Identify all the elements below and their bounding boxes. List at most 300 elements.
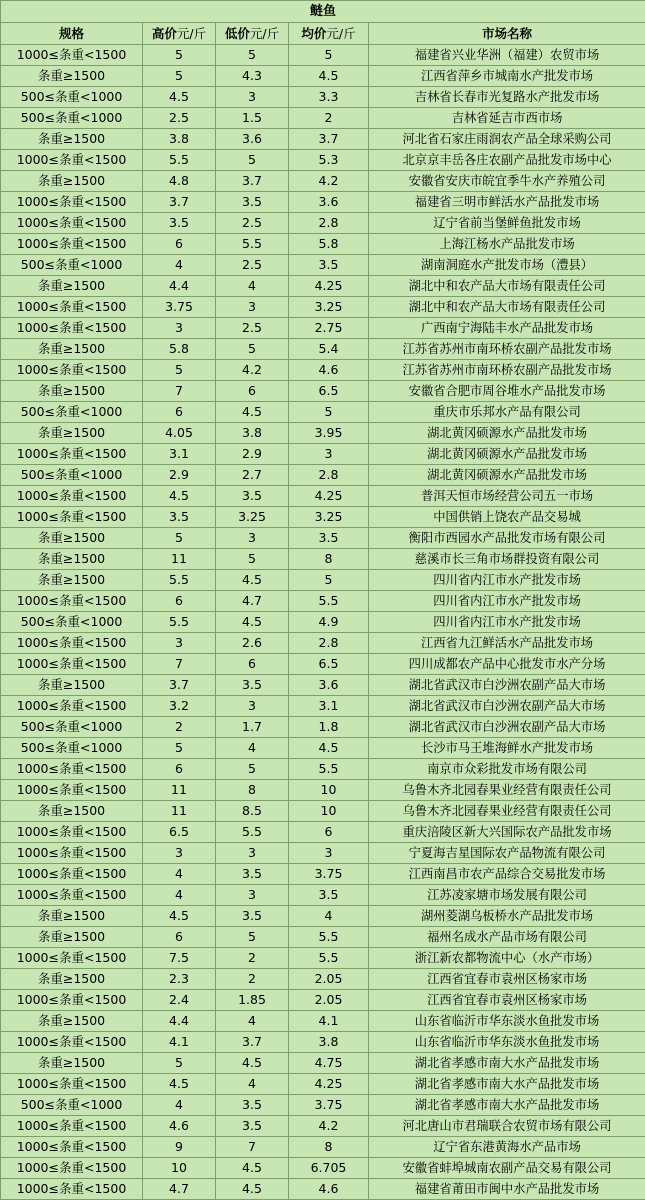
table-row bbox=[1, 423, 645, 444]
low-price-cell: 1.7 bbox=[216, 717, 289, 738]
avg-price-cell: 5.5 bbox=[289, 759, 369, 780]
spec-cell: 1000≤条重<1500 bbox=[1, 654, 143, 675]
low-price-cell: 2 bbox=[216, 948, 289, 969]
high-price-cell: 5 bbox=[143, 66, 216, 87]
header-low-label: 低价 bbox=[225, 26, 250, 41]
header-avg-unit: 元/斤 bbox=[326, 26, 355, 41]
header-low-price bbox=[216, 23, 289, 45]
high-price-cell: 4.6 bbox=[143, 1116, 216, 1137]
market-name-cell: 福建省兴业华洲（福建）农贸市场 bbox=[369, 45, 645, 66]
table-row bbox=[1, 822, 645, 843]
high-price-cell: 4 bbox=[143, 864, 216, 885]
market-name-cell: 湖南洞庭水产批发市场（澧县） bbox=[369, 255, 645, 276]
table-row bbox=[1, 612, 645, 633]
low-price-cell: 5 bbox=[216, 150, 289, 171]
header-avg-label: 均价 bbox=[301, 26, 326, 41]
table-row bbox=[1, 87, 645, 108]
low-price-cell: 4.5 bbox=[216, 612, 289, 633]
low-price-cell: 4.5 bbox=[216, 402, 289, 423]
avg-price-cell: 3.3 bbox=[289, 87, 369, 108]
table-row bbox=[1, 318, 645, 339]
spec-cell: 条重≥1500 bbox=[1, 549, 143, 570]
low-price-cell: 6 bbox=[216, 654, 289, 675]
avg-price-cell: 3.6 bbox=[289, 675, 369, 696]
spec-cell: 条重≥1500 bbox=[1, 927, 143, 948]
market-name-cell: 江西省九江鲜活水产品批发市场 bbox=[369, 633, 645, 654]
table-row bbox=[1, 1011, 645, 1032]
avg-price-cell: 4 bbox=[289, 906, 369, 927]
low-price-cell: 5 bbox=[216, 45, 289, 66]
market-name-cell: 湖北省孝感市南大水产品批发市场 bbox=[369, 1053, 645, 1074]
market-name-cell: 湖北黄冈硕源水产品批发市场 bbox=[369, 465, 645, 486]
market-name-cell: 乌鲁木齐北园春果业经营有限责任公司 bbox=[369, 801, 645, 822]
header-avg-price bbox=[289, 23, 369, 45]
market-name-cell: 吉林省长春市光复路水产批发市场 bbox=[369, 87, 645, 108]
market-name-cell: 北京京丰岳各庄农副产品批发市场中心 bbox=[369, 150, 645, 171]
low-price-cell: 5 bbox=[216, 927, 289, 948]
avg-price-cell: 6.5 bbox=[289, 654, 369, 675]
market-name-cell: 长沙市马王堆海鲜水产批发市场 bbox=[369, 738, 645, 759]
market-name-cell: 江西南昌市农产品综合交易批发市场 bbox=[369, 864, 645, 885]
table-row bbox=[1, 1053, 645, 1074]
high-price-cell: 3 bbox=[143, 318, 216, 339]
header-low-unit: 元/斤 bbox=[250, 26, 279, 41]
market-name-cell: 重庆涪陵区新大兴国际农产品批发市场 bbox=[369, 822, 645, 843]
table-row bbox=[1, 108, 645, 129]
spec-cell: 1000≤条重<1500 bbox=[1, 213, 143, 234]
low-price-cell: 3.5 bbox=[216, 486, 289, 507]
table-row bbox=[1, 927, 645, 948]
avg-price-cell: 5.3 bbox=[289, 150, 369, 171]
spec-cell: 500≤条重<1000 bbox=[1, 612, 143, 633]
spec-cell: 500≤条重<1000 bbox=[1, 717, 143, 738]
avg-price-cell: 4.2 bbox=[289, 1116, 369, 1137]
spec-cell: 1000≤条重<1500 bbox=[1, 297, 143, 318]
spec-cell: 条重≥1500 bbox=[1, 339, 143, 360]
market-name-cell: 湖北省孝感市南大水产品批发市场 bbox=[369, 1074, 645, 1095]
spec-cell: 条重≥1500 bbox=[1, 675, 143, 696]
spec-cell: 条重≥1500 bbox=[1, 276, 143, 297]
high-price-cell: 7 bbox=[143, 381, 216, 402]
spec-cell: 500≤条重<1000 bbox=[1, 87, 143, 108]
high-price-cell: 3 bbox=[143, 633, 216, 654]
market-name-cell: 广西南宁海陆丰水产品批发市场 bbox=[369, 318, 645, 339]
spec-cell: 1000≤条重<1500 bbox=[1, 234, 143, 255]
market-name-cell: 湖州菱湖乌板桥水产品批发市场 bbox=[369, 906, 645, 927]
high-price-cell: 6.5 bbox=[143, 822, 216, 843]
avg-price-cell: 4.5 bbox=[289, 738, 369, 759]
spec-cell: 条重≥1500 bbox=[1, 129, 143, 150]
market-name-cell: 南京市众彩批发市场有限公司 bbox=[369, 759, 645, 780]
market-name-cell: 河北省石家庄雨润农产品全球采购公司 bbox=[369, 129, 645, 150]
low-price-cell: 3.25 bbox=[216, 507, 289, 528]
avg-price-cell: 4.25 bbox=[289, 1074, 369, 1095]
table-row bbox=[1, 1179, 645, 1200]
high-price-cell: 2.3 bbox=[143, 969, 216, 990]
table-row bbox=[1, 1137, 645, 1158]
table-row bbox=[1, 1032, 645, 1053]
spec-cell: 1000≤条重<1500 bbox=[1, 45, 143, 66]
low-price-cell: 4.3 bbox=[216, 66, 289, 87]
table-row bbox=[1, 486, 645, 507]
market-name-cell: 安徽省合肥市周谷堆水产品批发市场 bbox=[369, 381, 645, 402]
avg-price-cell: 3.6 bbox=[289, 192, 369, 213]
high-price-cell: 3.5 bbox=[143, 213, 216, 234]
avg-price-cell: 4.5 bbox=[289, 66, 369, 87]
low-price-cell: 3.5 bbox=[216, 864, 289, 885]
spec-cell: 条重≥1500 bbox=[1, 1011, 143, 1032]
table-row bbox=[1, 990, 645, 1011]
high-price-cell: 3.5 bbox=[143, 507, 216, 528]
low-price-cell: 2.5 bbox=[216, 255, 289, 276]
avg-price-cell: 3.7 bbox=[289, 129, 369, 150]
table-body bbox=[1, 45, 645, 1200]
spec-cell: 条重≥1500 bbox=[1, 528, 143, 549]
spec-cell: 条重≥1500 bbox=[1, 171, 143, 192]
header-market: 市场名称 bbox=[369, 23, 645, 45]
high-price-cell: 6 bbox=[143, 234, 216, 255]
title-row bbox=[1, 1, 645, 23]
low-price-cell: 6 bbox=[216, 381, 289, 402]
spec-cell: 1000≤条重<1500 bbox=[1, 1074, 143, 1095]
market-name-cell: 江苏凌家塘市场发展有限公司 bbox=[369, 885, 645, 906]
high-price-cell: 2.9 bbox=[143, 465, 216, 486]
header-spec: 规格 bbox=[1, 23, 143, 45]
table-row bbox=[1, 507, 645, 528]
spec-cell: 1000≤条重<1500 bbox=[1, 1032, 143, 1053]
avg-price-cell: 5.5 bbox=[289, 927, 369, 948]
table-row bbox=[1, 1116, 645, 1137]
high-price-cell: 4 bbox=[143, 885, 216, 906]
spec-cell: 500≤条重<1000 bbox=[1, 1095, 143, 1116]
low-price-cell: 4 bbox=[216, 738, 289, 759]
spec-cell: 1000≤条重<1500 bbox=[1, 192, 143, 213]
avg-price-cell: 3 bbox=[289, 843, 369, 864]
market-name-cell: 衡阳市西园水产品批发市场有限公司 bbox=[369, 528, 645, 549]
table-row bbox=[1, 465, 645, 486]
avg-price-cell: 2.05 bbox=[289, 990, 369, 1011]
market-name-cell: 浙江新农都物流中心（水产市场） bbox=[369, 948, 645, 969]
avg-price-cell: 3.1 bbox=[289, 696, 369, 717]
low-price-cell: 2.7 bbox=[216, 465, 289, 486]
market-name-cell: 普洱天恒市场经营公司五一市场 bbox=[369, 486, 645, 507]
avg-price-cell: 2.8 bbox=[289, 465, 369, 486]
market-name-cell: 福建省三明市鲜活水产品批发市场 bbox=[369, 192, 645, 213]
avg-price-cell: 8 bbox=[289, 549, 369, 570]
spec-cell: 1000≤条重<1500 bbox=[1, 1137, 143, 1158]
market-name-cell: 安徽省蚌埠城南农副产品交易有限公司 bbox=[369, 1158, 645, 1179]
table-row bbox=[1, 885, 645, 906]
high-price-cell: 4.5 bbox=[143, 1074, 216, 1095]
market-name-cell: 湖北省武汉市白沙洲农副产品大市场 bbox=[369, 696, 645, 717]
avg-price-cell: 3.5 bbox=[289, 885, 369, 906]
table-row bbox=[1, 339, 645, 360]
avg-price-cell: 6.5 bbox=[289, 381, 369, 402]
high-price-cell: 5 bbox=[143, 1053, 216, 1074]
low-price-cell: 3 bbox=[216, 297, 289, 318]
low-price-cell: 2.5 bbox=[216, 318, 289, 339]
spec-cell: 1000≤条重<1500 bbox=[1, 780, 143, 801]
high-price-cell: 3 bbox=[143, 843, 216, 864]
avg-price-cell: 4.25 bbox=[289, 486, 369, 507]
table-row bbox=[1, 276, 645, 297]
market-name-cell: 宁夏海吉星国际农产品物流有限公司 bbox=[369, 843, 645, 864]
spec-cell: 1000≤条重<1500 bbox=[1, 486, 143, 507]
avg-price-cell: 5.5 bbox=[289, 948, 369, 969]
high-price-cell: 3.8 bbox=[143, 129, 216, 150]
table-row bbox=[1, 969, 645, 990]
market-name-cell: 福建省莆田市闽中水产品批发市场 bbox=[369, 1179, 645, 1200]
market-name-cell: 慈溪市长三角市场群投资有限公司 bbox=[369, 549, 645, 570]
table-row bbox=[1, 549, 645, 570]
header-row bbox=[1, 23, 645, 45]
high-price-cell: 5 bbox=[143, 528, 216, 549]
market-name-cell: 江苏省苏州市南环桥农副产品批发市场 bbox=[369, 339, 645, 360]
market-name-cell: 上海江杨水产品批发市场 bbox=[369, 234, 645, 255]
low-price-cell: 3.5 bbox=[216, 675, 289, 696]
table-row bbox=[1, 360, 645, 381]
low-price-cell: 3 bbox=[216, 843, 289, 864]
spec-cell: 1000≤条重<1500 bbox=[1, 864, 143, 885]
low-price-cell: 4.2 bbox=[216, 360, 289, 381]
table-row bbox=[1, 1074, 645, 1095]
spec-cell: 1000≤条重<1500 bbox=[1, 696, 143, 717]
high-price-cell: 7 bbox=[143, 654, 216, 675]
high-price-cell: 6 bbox=[143, 591, 216, 612]
low-price-cell: 4 bbox=[216, 1074, 289, 1095]
table-row bbox=[1, 255, 645, 276]
high-price-cell: 7.5 bbox=[143, 948, 216, 969]
market-name-cell: 湖北黄冈硕源水产品批发市场 bbox=[369, 444, 645, 465]
low-price-cell: 5.5 bbox=[216, 234, 289, 255]
high-price-cell: 4.7 bbox=[143, 1179, 216, 1200]
spec-cell: 条重≥1500 bbox=[1, 66, 143, 87]
market-name-cell: 重庆市乐邦水产品有限公司 bbox=[369, 402, 645, 423]
low-price-cell: 7 bbox=[216, 1137, 289, 1158]
spec-cell: 500≤条重<1000 bbox=[1, 255, 143, 276]
high-price-cell: 3.7 bbox=[143, 192, 216, 213]
avg-price-cell: 3.25 bbox=[289, 507, 369, 528]
low-price-cell: 8.5 bbox=[216, 801, 289, 822]
avg-price-cell: 4.6 bbox=[289, 1179, 369, 1200]
low-price-cell: 4 bbox=[216, 276, 289, 297]
header-high-unit: 元/斤 bbox=[177, 26, 206, 41]
table-row bbox=[1, 717, 645, 738]
avg-price-cell: 10 bbox=[289, 780, 369, 801]
high-price-cell: 5.5 bbox=[143, 150, 216, 171]
avg-price-cell: 5 bbox=[289, 45, 369, 66]
spec-cell: 500≤条重<1000 bbox=[1, 108, 143, 129]
market-name-cell: 湖北省武汉市白沙洲农副产品大市场 bbox=[369, 675, 645, 696]
market-name-cell: 四川省内江市水产批发市场 bbox=[369, 612, 645, 633]
table-row bbox=[1, 696, 645, 717]
high-price-cell: 4.4 bbox=[143, 276, 216, 297]
spec-cell: 500≤条重<1000 bbox=[1, 738, 143, 759]
market-name-cell: 江西省宜春市袁州区杨家市场 bbox=[369, 969, 645, 990]
spec-cell: 条重≥1500 bbox=[1, 906, 143, 927]
avg-price-cell: 4.25 bbox=[289, 276, 369, 297]
table-row bbox=[1, 864, 645, 885]
high-price-cell: 11 bbox=[143, 549, 216, 570]
avg-price-cell: 2 bbox=[289, 108, 369, 129]
table-row bbox=[1, 381, 645, 402]
avg-price-cell: 5.5 bbox=[289, 591, 369, 612]
avg-price-cell: 4.9 bbox=[289, 612, 369, 633]
spec-cell: 500≤条重<1000 bbox=[1, 465, 143, 486]
table-row bbox=[1, 444, 645, 465]
low-price-cell: 5 bbox=[216, 759, 289, 780]
avg-price-cell: 5 bbox=[289, 570, 369, 591]
high-price-cell: 4.4 bbox=[143, 1011, 216, 1032]
market-name-cell: 江苏省苏州市南环桥农副产品批发市场 bbox=[369, 360, 645, 381]
avg-price-cell: 6 bbox=[289, 822, 369, 843]
table-row bbox=[1, 1158, 645, 1179]
low-price-cell: 1.85 bbox=[216, 990, 289, 1011]
high-price-cell: 2.5 bbox=[143, 108, 216, 129]
low-price-cell: 4 bbox=[216, 1011, 289, 1032]
avg-price-cell: 5 bbox=[289, 402, 369, 423]
avg-price-cell: 3.5 bbox=[289, 255, 369, 276]
spec-cell: 条重≥1500 bbox=[1, 381, 143, 402]
avg-price-cell: 8 bbox=[289, 1137, 369, 1158]
low-price-cell: 1.5 bbox=[216, 108, 289, 129]
table-row bbox=[1, 1095, 645, 1116]
spec-cell: 条重≥1500 bbox=[1, 1053, 143, 1074]
market-name-cell: 乌鲁木齐北园春果业经营有限责任公司 bbox=[369, 780, 645, 801]
market-name-cell: 湖北中和农产品大市场有限责任公司 bbox=[369, 297, 645, 318]
market-name-cell: 四川省内江市水产批发市场 bbox=[369, 570, 645, 591]
market-name-cell: 山东省临沂市华东淡水鱼批发市场 bbox=[369, 1032, 645, 1053]
high-price-cell: 10 bbox=[143, 1158, 216, 1179]
spec-cell: 1000≤条重<1500 bbox=[1, 948, 143, 969]
high-price-cell: 4.5 bbox=[143, 87, 216, 108]
low-price-cell: 8 bbox=[216, 780, 289, 801]
high-price-cell: 2.4 bbox=[143, 990, 216, 1011]
low-price-cell: 3.6 bbox=[216, 129, 289, 150]
table-row bbox=[1, 45, 645, 66]
high-price-cell: 2 bbox=[143, 717, 216, 738]
table-row bbox=[1, 654, 645, 675]
table-row bbox=[1, 66, 645, 87]
low-price-cell: 4.5 bbox=[216, 1179, 289, 1200]
avg-price-cell: 2.8 bbox=[289, 213, 369, 234]
avg-price-cell: 2.75 bbox=[289, 318, 369, 339]
table-row bbox=[1, 759, 645, 780]
table-row bbox=[1, 402, 645, 423]
spec-cell: 1000≤条重<1500 bbox=[1, 633, 143, 654]
avg-price-cell: 3 bbox=[289, 444, 369, 465]
market-name-cell: 四川成都农产品中心批发市水产分场 bbox=[369, 654, 645, 675]
market-name-cell: 江西省宜春市袁州区杨家市场 bbox=[369, 990, 645, 1011]
spec-cell: 1000≤条重<1500 bbox=[1, 990, 143, 1011]
table-row bbox=[1, 591, 645, 612]
avg-price-cell: 4.75 bbox=[289, 1053, 369, 1074]
spec-cell: 1000≤条重<1500 bbox=[1, 822, 143, 843]
avg-price-cell: 3.25 bbox=[289, 297, 369, 318]
low-price-cell: 5 bbox=[216, 339, 289, 360]
high-price-cell: 4 bbox=[143, 255, 216, 276]
market-name-cell: 江西省萍乡市城南水产批发市场 bbox=[369, 66, 645, 87]
table-row bbox=[1, 738, 645, 759]
spec-cell: 1000≤条重<1500 bbox=[1, 1158, 143, 1179]
market-name-cell: 湖北省武汉市白沙洲农副产品大市场 bbox=[369, 717, 645, 738]
table-row bbox=[1, 633, 645, 654]
table-row bbox=[1, 570, 645, 591]
low-price-cell: 4.7 bbox=[216, 591, 289, 612]
market-name-cell: 辽宁省前当堡鲜鱼批发市场 bbox=[369, 213, 645, 234]
high-price-cell: 5 bbox=[143, 360, 216, 381]
market-name-cell: 辽宁省东港黄海水产品市场 bbox=[369, 1137, 645, 1158]
market-name-cell: 安徽省安庆市皖宜季牛水产养殖公司 bbox=[369, 171, 645, 192]
table-row bbox=[1, 213, 645, 234]
table-row bbox=[1, 906, 645, 927]
high-price-cell: 5.5 bbox=[143, 570, 216, 591]
high-price-cell: 5 bbox=[143, 738, 216, 759]
high-price-cell: 6 bbox=[143, 927, 216, 948]
spec-cell: 1000≤条重<1500 bbox=[1, 318, 143, 339]
avg-price-cell: 4.2 bbox=[289, 171, 369, 192]
high-price-cell: 3.2 bbox=[143, 696, 216, 717]
spec-cell: 条重≥1500 bbox=[1, 969, 143, 990]
avg-price-cell: 5.4 bbox=[289, 339, 369, 360]
spec-cell: 1000≤条重<1500 bbox=[1, 885, 143, 906]
table-row bbox=[1, 780, 645, 801]
low-price-cell: 5.5 bbox=[216, 822, 289, 843]
table-row bbox=[1, 192, 645, 213]
low-price-cell: 3 bbox=[216, 885, 289, 906]
low-price-cell: 4.5 bbox=[216, 1158, 289, 1179]
high-price-cell: 4.8 bbox=[143, 171, 216, 192]
high-price-cell: 5.5 bbox=[143, 612, 216, 633]
market-name-cell: 湖北省孝感市南大水产品批发市场 bbox=[369, 1095, 645, 1116]
low-price-cell: 2.9 bbox=[216, 444, 289, 465]
market-name-cell: 吉林省延吉市西市场 bbox=[369, 108, 645, 129]
table-row bbox=[1, 297, 645, 318]
spec-cell: 条重≥1500 bbox=[1, 423, 143, 444]
market-name-cell: 福州名成水产品市场有限公司 bbox=[369, 927, 645, 948]
spec-cell: 1000≤条重<1500 bbox=[1, 591, 143, 612]
high-price-cell: 3.75 bbox=[143, 297, 216, 318]
high-price-cell: 5 bbox=[143, 45, 216, 66]
table-row bbox=[1, 948, 645, 969]
spec-cell: 1000≤条重<1500 bbox=[1, 150, 143, 171]
spec-cell: 500≤条重<1000 bbox=[1, 402, 143, 423]
low-price-cell: 3.5 bbox=[216, 906, 289, 927]
high-price-cell: 4.5 bbox=[143, 486, 216, 507]
avg-price-cell: 5.8 bbox=[289, 234, 369, 255]
spec-cell: 1000≤条重<1500 bbox=[1, 759, 143, 780]
market-name-cell: 中国供销上饶农产品交易城 bbox=[369, 507, 645, 528]
low-price-cell: 4.5 bbox=[216, 570, 289, 591]
low-price-cell: 2.6 bbox=[216, 633, 289, 654]
low-price-cell: 2.5 bbox=[216, 213, 289, 234]
spec-cell: 1000≤条重<1500 bbox=[1, 1179, 143, 1200]
spec-cell: 条重≥1500 bbox=[1, 570, 143, 591]
avg-price-cell: 4.6 bbox=[289, 360, 369, 381]
high-price-cell: 11 bbox=[143, 801, 216, 822]
high-price-cell: 4.5 bbox=[143, 906, 216, 927]
avg-price-cell: 3.95 bbox=[289, 423, 369, 444]
header-high-price bbox=[143, 23, 216, 45]
avg-price-cell: 2.05 bbox=[289, 969, 369, 990]
table-row bbox=[1, 150, 645, 171]
avg-price-cell: 4.1 bbox=[289, 1011, 369, 1032]
avg-price-cell: 3.75 bbox=[289, 1095, 369, 1116]
avg-price-cell: 6.705 bbox=[289, 1158, 369, 1179]
table-row bbox=[1, 234, 645, 255]
high-price-cell: 3.7 bbox=[143, 675, 216, 696]
high-price-cell: 4.1 bbox=[143, 1032, 216, 1053]
